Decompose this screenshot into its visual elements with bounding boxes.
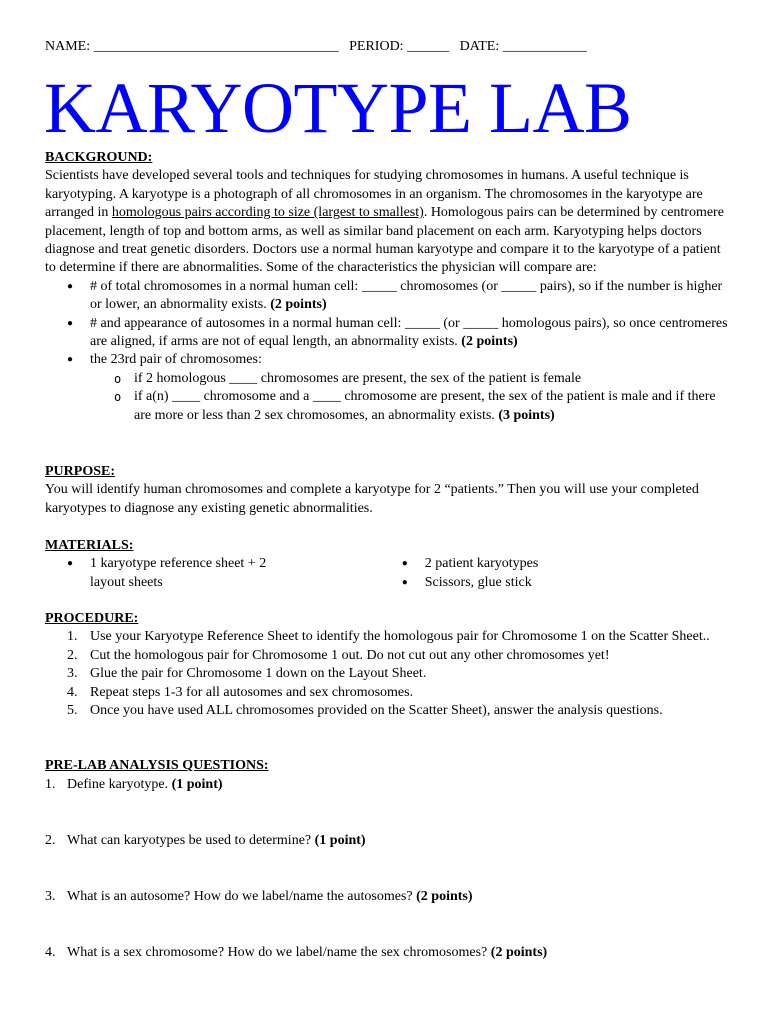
prelab-heading <box>45 757 735 775</box>
step-number: 5. <box>67 703 78 719</box>
background-text-1: Scientists have developed several tools and techniques for studying chromosomes in humans. A useful technique is karyotyping. A karyotype is a photograph of all chromosomes in an organism. The chromosomes in the karyotype are arranged in <box>45 168 703 221</box>
question-number: 1. <box>45 777 56 792</box>
question-text: What is an autosome? How do we label/name the autosomes? <box>67 889 417 904</box>
list-item: ● Scissors, glue stick <box>380 574 735 592</box>
characteristics-list <box>45 278 735 425</box>
background-text-2: . Homologous pairs can be determined by centromere placement, length of top and bottom arms, as well as similar band placement on each arm. Karyotyping helps doctors diagnose and treat genetic disorders. Doctors use a normal human karyotype and compare it to the karyotype of a patient to determine if there are abnormalities. Some of the characteristics the physician will compare are: <box>45 205 724 276</box>
step-text: Glue the pair for Chromosome 1 down on the Layout Sheet. <box>90 666 427 682</box>
list-item <box>45 351 735 425</box>
list-item <box>45 278 735 315</box>
page-title: KARYOTYPE LAB <box>44 68 632 148</box>
step-number: 3. <box>67 666 78 682</box>
list-item <box>45 647 735 665</box>
points-label: (2 points) <box>416 889 473 904</box>
period-blank[interactable]: ______ <box>407 39 450 54</box>
date-label: DATE: <box>459 39 500 54</box>
points-label: (1 point) <box>171 777 223 792</box>
name-label: NAME: <box>45 39 91 54</box>
sub-bullet-text: if a(n) ____ chromosome and a ____ chromosome are present, the sex of the patient is male and if there are more or less than 2 sex chromosomes, an abnormality exists. <box>134 389 716 423</box>
list-item <box>90 370 735 388</box>
question-number: 4. <box>45 945 56 960</box>
background-text-underlined: homologous pairs according to size (largest to smallest) <box>111 205 424 221</box>
header-line <box>45 38 735 56</box>
sex-chromosome-sublist <box>90 370 735 425</box>
list-item <box>45 684 735 702</box>
list-item <box>45 702 735 720</box>
date-blank[interactable]: ____________ <box>502 39 587 54</box>
background-paragraph <box>45 167 735 277</box>
step-number: 4. <box>67 684 78 700</box>
name-blank[interactable]: ___________________________________ <box>93 39 339 54</box>
points-label: (3 points) <box>498 407 555 423</box>
purpose-heading: PURPOSE: <box>45 464 115 479</box>
materials-list-right <box>380 555 735 592</box>
list-item <box>45 628 735 646</box>
question-text: Define karyotype. <box>67 777 172 792</box>
step-number: 2. <box>67 647 78 663</box>
prelab-heading-text: PRE-LAB ANALYSIS QUESTIONS: <box>45 758 269 773</box>
background-section <box>45 149 735 425</box>
points-label: (2 points) <box>490 945 548 960</box>
question-text: What is a sex chromosome? How do we label/name the sex chromosomes? <box>67 945 491 960</box>
bullet-text: # and appearance of autosomes in a normal human cell: _____ (or _____ homologous pairs), so once centromeres are aligned, if arms are not of equal length, an abnormality exists. <box>90 315 728 350</box>
materials-heading: MATERIALS: <box>45 538 134 553</box>
materials-section <box>45 537 735 592</box>
bullet-text: # of total chromosomes in a normal human cell: _____ chromosomes (or _____ pairs), so if the number is higher or lower, an abnormality exists. <box>90 278 723 313</box>
purpose-text: You will identify human chromosomes and complete a karyotype for 2 “patients.” Then you will use your completed karyotypes to diagnose any existing genetic abnormalities. <box>45 482 699 516</box>
question-item <box>45 944 727 962</box>
list-item: ● 2 patient karyotypes <box>380 555 735 573</box>
sub-bullet-text: if 2 homologous ____ chromosomes are present, the sex of the patient is female <box>134 370 582 386</box>
purpose-section <box>45 463 735 518</box>
points-label: (2 points) <box>270 297 327 313</box>
list-item <box>90 388 735 425</box>
procedure-section <box>45 610 735 720</box>
procedure-steps <box>45 628 735 720</box>
points-label: (1 point) <box>314 833 366 848</box>
materials-list-left <box>45 555 287 592</box>
question-item <box>45 776 727 794</box>
points-label: (2 points) <box>461 334 518 350</box>
bullet-text: the 23rd pair of chromosomes: <box>90 352 262 368</box>
step-text: Cut the homologous pair for Chromosome 1 out. Do not cut out any other chromosomes yet! <box>90 647 610 663</box>
procedure-heading: PROCEDURE: <box>45 611 139 626</box>
step-text: Repeat steps 1-3 for all autosomes and sex chromosomes. <box>90 684 414 700</box>
list-item: ● 1 karyotype reference sheet + 2 layout sheets <box>45 555 287 592</box>
list-item <box>45 665 735 683</box>
question-text: What can karyotypes be used to determine? <box>67 833 315 848</box>
step-text: Once you have used ALL chromosomes provided on the Scatter Sheet), answer the analysis questions. <box>90 703 663 719</box>
materials-columns <box>45 555 735 592</box>
list-item <box>45 315 735 352</box>
question-item <box>45 832 727 850</box>
step-number: 1. <box>67 629 78 645</box>
question-item <box>45 888 727 906</box>
background-heading: BACKGROUND: <box>45 150 153 165</box>
period-label: PERIOD: <box>349 39 404 54</box>
question-number: 3. <box>45 889 56 904</box>
step-text: Use your Karyotype Reference Sheet to identify the homologous pair for Chromosome 1 on the Scatter Sheet.. <box>90 629 710 645</box>
question-number: 2. <box>45 833 56 848</box>
